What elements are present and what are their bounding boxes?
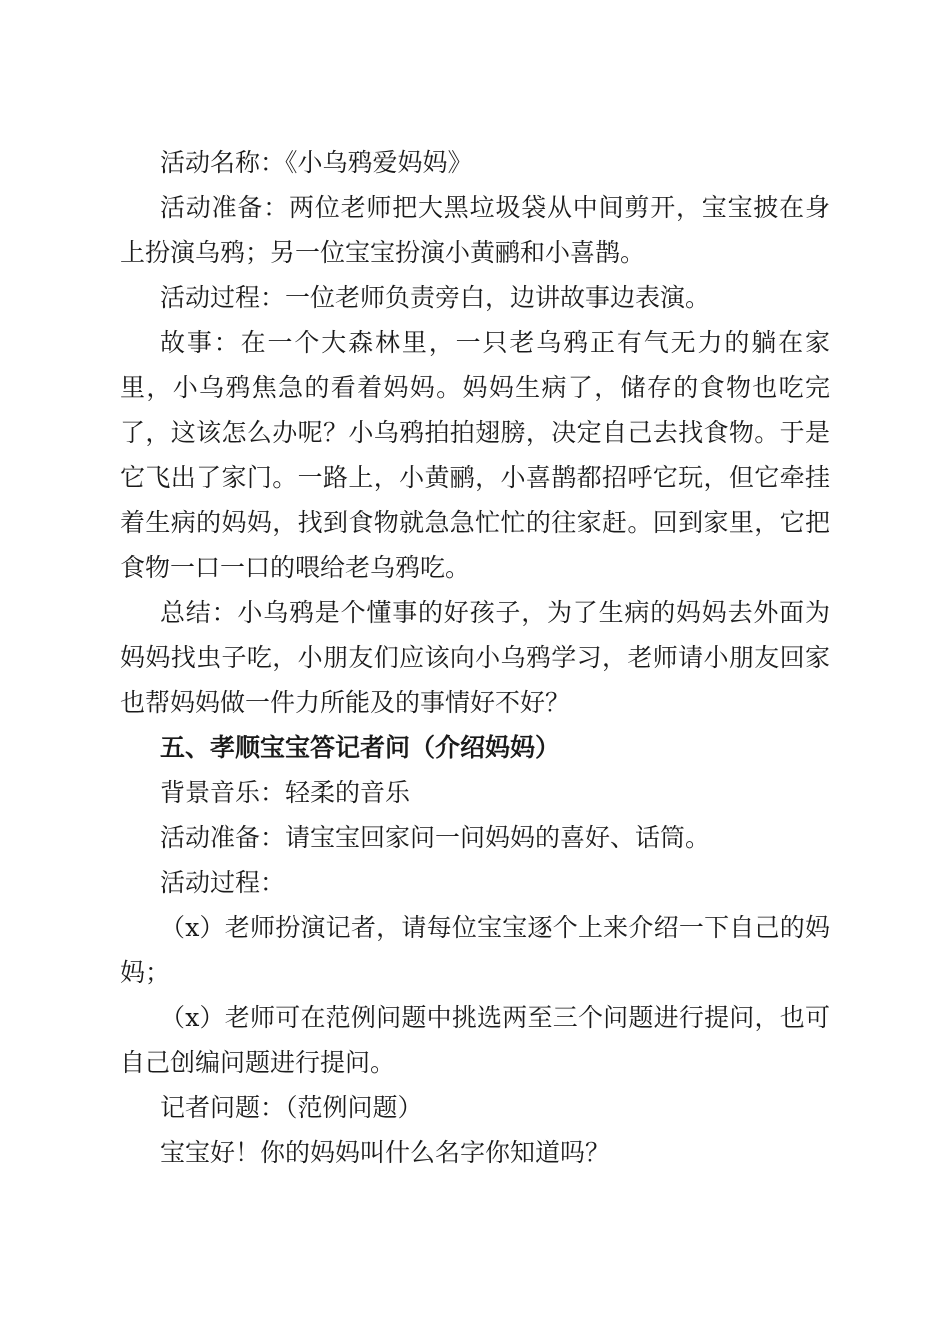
- activity-process-label: 活动过程：: [160, 868, 286, 897]
- sample-question: 宝宝好！你的妈妈叫什么名字你知道吗？: [160, 1138, 611, 1167]
- reporter-questions-label: 记者问题：（范例问题）: [160, 1093, 423, 1122]
- section-heading: 五、孝顺宝宝答记者问（介绍妈妈）: [160, 733, 561, 762]
- activity-preparation-line: 活动准备：请宝宝回家问一问妈妈的喜好、话筒。: [160, 823, 711, 852]
- activity-name-line: 活动名称：《小乌鸦爱妈妈》: [160, 148, 473, 177]
- activity-process-line: 活动过程：一位老师负责旁白，边讲故事边表演。: [160, 283, 711, 312]
- summary-paragraph: 总结：小乌鸦是个懂事的好孩子，为了生病的妈妈去外面为妈妈找虫子吃，小朋友们应该向小乌鸦学习，老师请小朋友回家也帮妈妈做一件力所能及的事情好不好？: [120, 598, 830, 717]
- process-step-1: （x）老师扮演记者，请每位宝宝逐个上来介绍一下自己的妈妈；: [120, 913, 830, 987]
- document-body: [120, 140, 830, 1175]
- background-music-line: 背景音乐：轻柔的音乐: [160, 778, 411, 807]
- story-paragraph: 故事：在一个大森林里，一只老乌鸦正有气无力的躺在家里，小乌鸦焦急的看着妈妈。妈妈生病了，储存的食物也吃完了，这该怎么办呢？小乌鸦拍拍翅膀，决定自己去找食物。于是它飞出了家门。一路上，小黄鹂，小喜鹊都招呼它玩，但它牵挂着生病的妈妈，找到食物就急急忙忙的往家赶。回到家里，它把食物一口一口的喂给老乌鸦吃。: [120, 328, 830, 582]
- activity-preparation-paragraph: 活动准备：两位老师把大黑垃圾袋从中间剪开，宝宝披在身上扮演乌鸦；另一位宝宝扮演小黄鹂和小喜鹊。: [120, 193, 830, 267]
- process-step-2: （x）老师可在范例问题中挑选两至三个问题进行提问，也可自己创编问题进行提问。: [120, 1003, 830, 1077]
